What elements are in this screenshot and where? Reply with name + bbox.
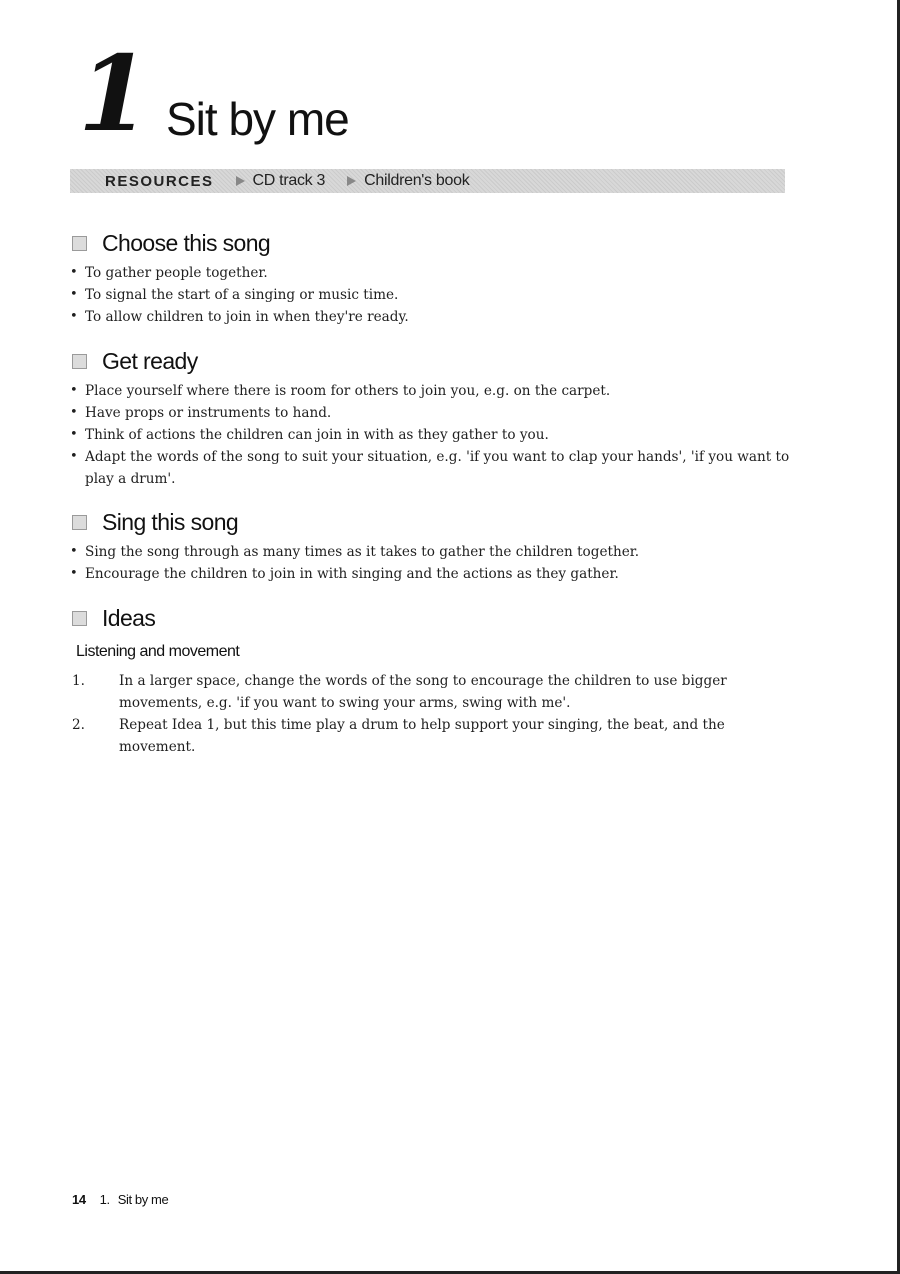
list-item: • To signal the start of a singing or music time. (70, 284, 790, 306)
list-item: • To allow children to join in when they're ready. (70, 306, 790, 328)
page-number: 14 (72, 1192, 86, 1207)
resource-item-cd-track (236, 172, 326, 190)
ideas-subheading: Listening and movement (76, 643, 240, 660)
chapter-number: 1 (78, 32, 151, 155)
list-item (72, 670, 762, 714)
resource-item-label: Children's book (364, 172, 470, 189)
section-heading-label: Get ready (102, 348, 198, 374)
checkbox-icon (72, 236, 87, 251)
list-item-number: 2. (72, 717, 85, 733)
section-heading-sing (72, 509, 238, 536)
footer-chapter-title: Sit by me (117, 1192, 169, 1207)
section-heading-label: Choose this song (102, 230, 271, 256)
list-item: • Think of actions the children can join in with as they gather to you. (70, 424, 790, 446)
chapter-title: Sit by me (166, 93, 349, 145)
list-item-number: 1. (72, 673, 85, 689)
list-item-text: Repeat Idea 1, but this time play a drum to help support your singing, the beat, and the movement. (119, 717, 725, 755)
list-item: • Have props or instruments to hand. (70, 402, 790, 424)
checkbox-icon (72, 354, 87, 369)
choose-bullet-list (70, 262, 790, 328)
ideas-numbered-list (72, 670, 762, 758)
checkbox-icon (72, 611, 87, 626)
section-heading-choose (72, 230, 270, 257)
arrow-right-icon (347, 176, 356, 186)
footer-chapter-ref: 1. (99, 1192, 110, 1207)
resource-item-label: CD track 3 (252, 172, 326, 189)
checkbox-icon (72, 515, 87, 530)
section-heading-ready (72, 348, 198, 375)
list-item: • To gather people together. (70, 262, 790, 284)
list-item: • Encourage the children to join in with singing and the actions as they gather. (70, 563, 790, 585)
section-heading-label: Sing this song (102, 509, 239, 535)
list-item: • Sing the song through as many times as it takes to gather the children together. (70, 541, 790, 563)
ready-bullet-list (70, 380, 790, 490)
list-item-text: In a larger space, change the words of the song to encourage the children to use bigger movements, e.g. 'if you want to swing your arms, swing with me'. (119, 673, 727, 711)
resources-bar (70, 169, 785, 193)
section-heading-ideas (72, 605, 155, 632)
page-footer (72, 1192, 168, 1207)
arrow-right-icon (236, 176, 245, 186)
section-heading-label: Ideas (102, 605, 156, 631)
list-item (72, 714, 762, 758)
list-item: • Place yourself where there is room for others to join you, e.g. on the carpet. (70, 380, 790, 402)
sing-bullet-list (70, 541, 790, 585)
resources-label: RESOURCES (105, 172, 214, 190)
resource-item-childrens-book (347, 172, 469, 190)
list-item: • Adapt the words of the song to suit your situation, e.g. 'if you want to clap your hands', 'if you want to play a drum'. (70, 446, 790, 490)
